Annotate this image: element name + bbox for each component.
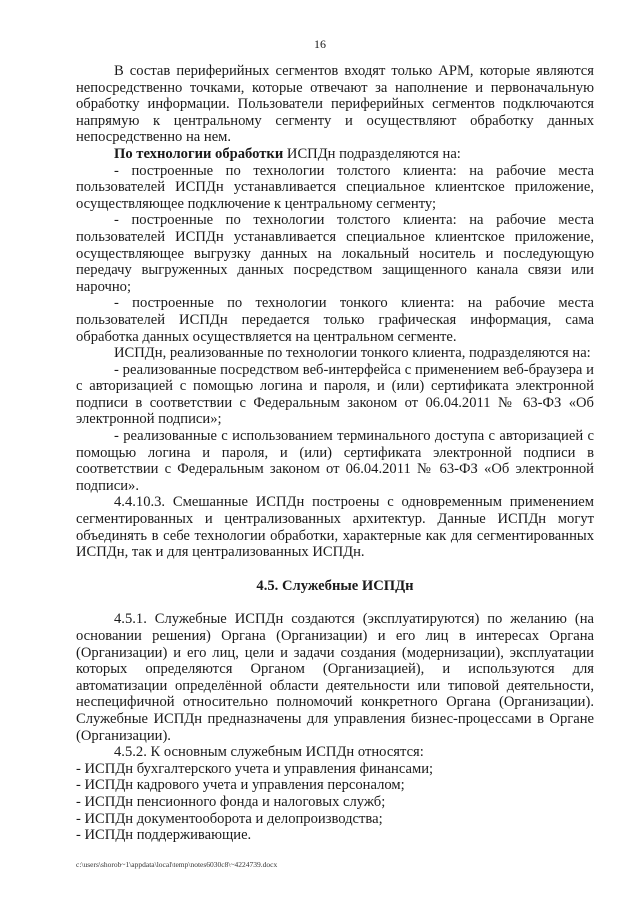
paragraph-web-interface: - реализованные посредством веб-интерфейса с применением веб-браузера и с авторизацией с помощью логина и пароля, и (или) сертификата электронной подписи в соответствии с Федеральным законом от 06.04.2011 № 63-ФЗ «Об электронной подписи»; — [76, 361, 594, 428]
paragraph-peripheral-segments: В состав периферийных сегментов входят только АРМ, которые являются непосредственно точками, которые отвечают за наполнение и первоначальную обработку информации. Пользователи периферийных сегментов подключаются напрямую к центральному сегменту и осуществляют обработку данных непосредственно на нем. — [76, 63, 594, 146]
page-number: 16 — [314, 37, 326, 51]
paragraph-thin-client-subtypes: ИСПДн, реализованные по технологии тонкого клиента, подразделяются на: — [114, 345, 591, 362]
list-item: - ИСПДн документооборота и делопроизводства; — [76, 810, 383, 827]
list-item: - ИСПДн бухгалтерского учета и управления финансами; — [76, 760, 434, 777]
processing-technology-bold-lead: По технологии обработки — [114, 145, 284, 162]
list-item: - ИСПДн пенсионного фонда и налоговых служб; — [76, 793, 386, 810]
paragraph-terminal-access: - реализованные с использованием терминального доступа с авторизацией с помощью логина и пароля, и (или) сертификата электронной подписи в соответствии с Федеральным законом от 06.04.2011 № 63-ФЗ «Об электронной подписи». — [76, 428, 594, 494]
footer-file-path: c:\users\shorob~1\appdata\local\temp\notes6030c8\~4224739.docx — [76, 860, 278, 869]
paragraph-thick-client-connection: - построенные по технологии толстого клиента: на рабочие места пользователей ИСПДн устанавливается специальное клиентское приложение, осуществляющее подключение к центральному сегменту; — [76, 162, 594, 212]
processing-technology-rest: ИСПДн подразделяются на: — [283, 145, 461, 162]
paragraph-mixed-ispdn: 4.4.10.3. Смешанные ИСПДн построены с одновременным применением сегментированных и централизованных архитектур. Данные ИСПДн могут объединять в себе технологии обработки, характерные как для сегментированных ИСПДн, так и для централизованных ИСПДн. — [76, 494, 594, 561]
paragraph-main-service-ispdn: 4.5.2. К основным служебным ИСПДн относятся: — [114, 744, 424, 761]
paragraph-processing-technology — [76, 146, 594, 163]
paragraph-service-ispdn: 4.5.1. Служебные ИСПДн создаются (эксплуатируются) по желанию (на основании решения) Органа (Организации) и его лиц в интересах Органа (Организации) и его лиц, цели и задачи создания (модернизации), эксплуатации которых определяются Органом (Организацией), и используются для автоматизации определённой области деятельности или типовой деятельности, неспецифичной относительно полномочий конкретного Органа (Организации). Служебные ИСПДн предназначены для управления бизнес-процессами в Органе (Организации). — [76, 611, 594, 744]
list-item: - ИСПДн кадрового учета и управления персоналом; — [76, 777, 405, 794]
paragraph-thin-client: - построенные по технологии тонкого клиента: на рабочие места пользователей ИСПДн передается только графическая информация, сама обработка данных осуществляется на центральном сегменте. — [76, 295, 594, 345]
section-heading: 4.5. Служебные ИСПДн — [256, 577, 414, 594]
list-item: - ИСПДн поддерживающие. — [76, 827, 252, 844]
paragraph-thick-client-export: - построенные по технологии толстого клиента: на рабочие места пользователей ИСПДн устанавливается специальное клиентское приложение, осуществляющее выгрузку данных на локальный носитель и последующую передачу выгруженных данных посредством защищенного канала связи или нарочно; — [76, 212, 594, 295]
document-body — [76, 63, 594, 844]
